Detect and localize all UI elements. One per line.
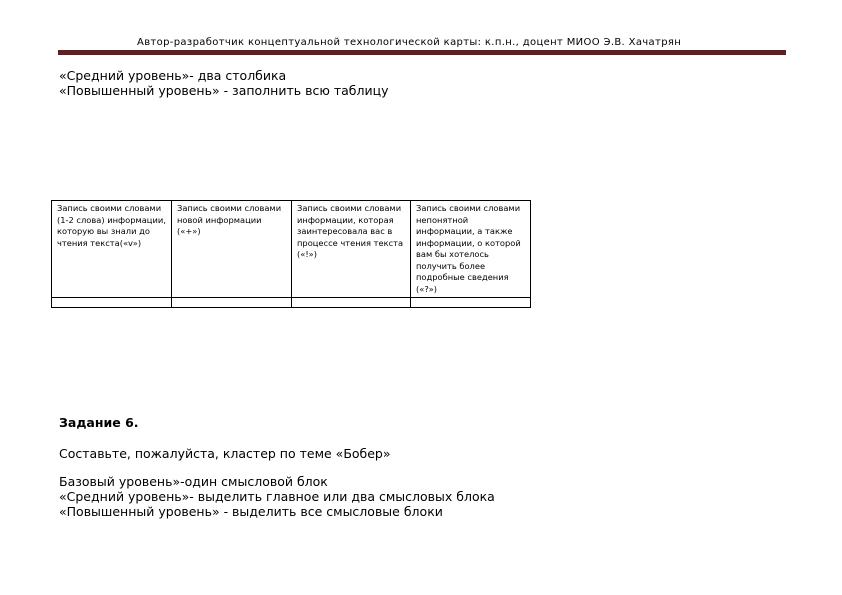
level-base: Базовый уровень»-один смысловой блок bbox=[59, 474, 328, 489]
instruction-advanced-level: «Повышенный уровень» - заполнить всю таблицу bbox=[59, 83, 389, 98]
instruction-middle-level: «Средний уровень»- два столбика bbox=[59, 68, 287, 83]
column-header-unclear: Запись своими словами непонятной информации, а также информации, о которой вам бы хотелось получить более подробные сведения («?») bbox=[411, 201, 531, 298]
table-cell bbox=[411, 298, 531, 308]
table-cell bbox=[52, 298, 172, 308]
table-cell bbox=[172, 298, 292, 308]
table-header-row bbox=[52, 201, 531, 298]
header-divider bbox=[58, 50, 786, 55]
task-text: Составьте, пожалуйста, кластер по теме «Бобер» bbox=[59, 446, 391, 461]
insert-table bbox=[51, 200, 531, 308]
column-header-interesting: Запись своими словами информации, которая заинтересовала вас в процессе чтения текста («!») bbox=[292, 201, 411, 298]
column-header-new: Запись своими словами новой информации («+») bbox=[172, 201, 292, 298]
column-header-known: Запись своими словами (1-2 слова) информации, которую вы знали до чтения текста(«v») bbox=[52, 201, 172, 298]
table-row bbox=[52, 298, 531, 308]
table-instructions bbox=[59, 68, 389, 98]
task-levels bbox=[59, 474, 495, 519]
task-title: Задание 6. bbox=[59, 415, 139, 430]
level-advanced: «Повышенный уровень» - выделить все смысловые блоки bbox=[59, 504, 443, 519]
table-cell bbox=[292, 298, 411, 308]
page-header-author: Автор-разработчик концептуальной технологической карты: к.п.н., доцент МИОО Э.В. Хачатрян bbox=[137, 37, 682, 48]
level-middle: «Средний уровень»- выделить главное или два смысловых блока bbox=[59, 489, 495, 504]
